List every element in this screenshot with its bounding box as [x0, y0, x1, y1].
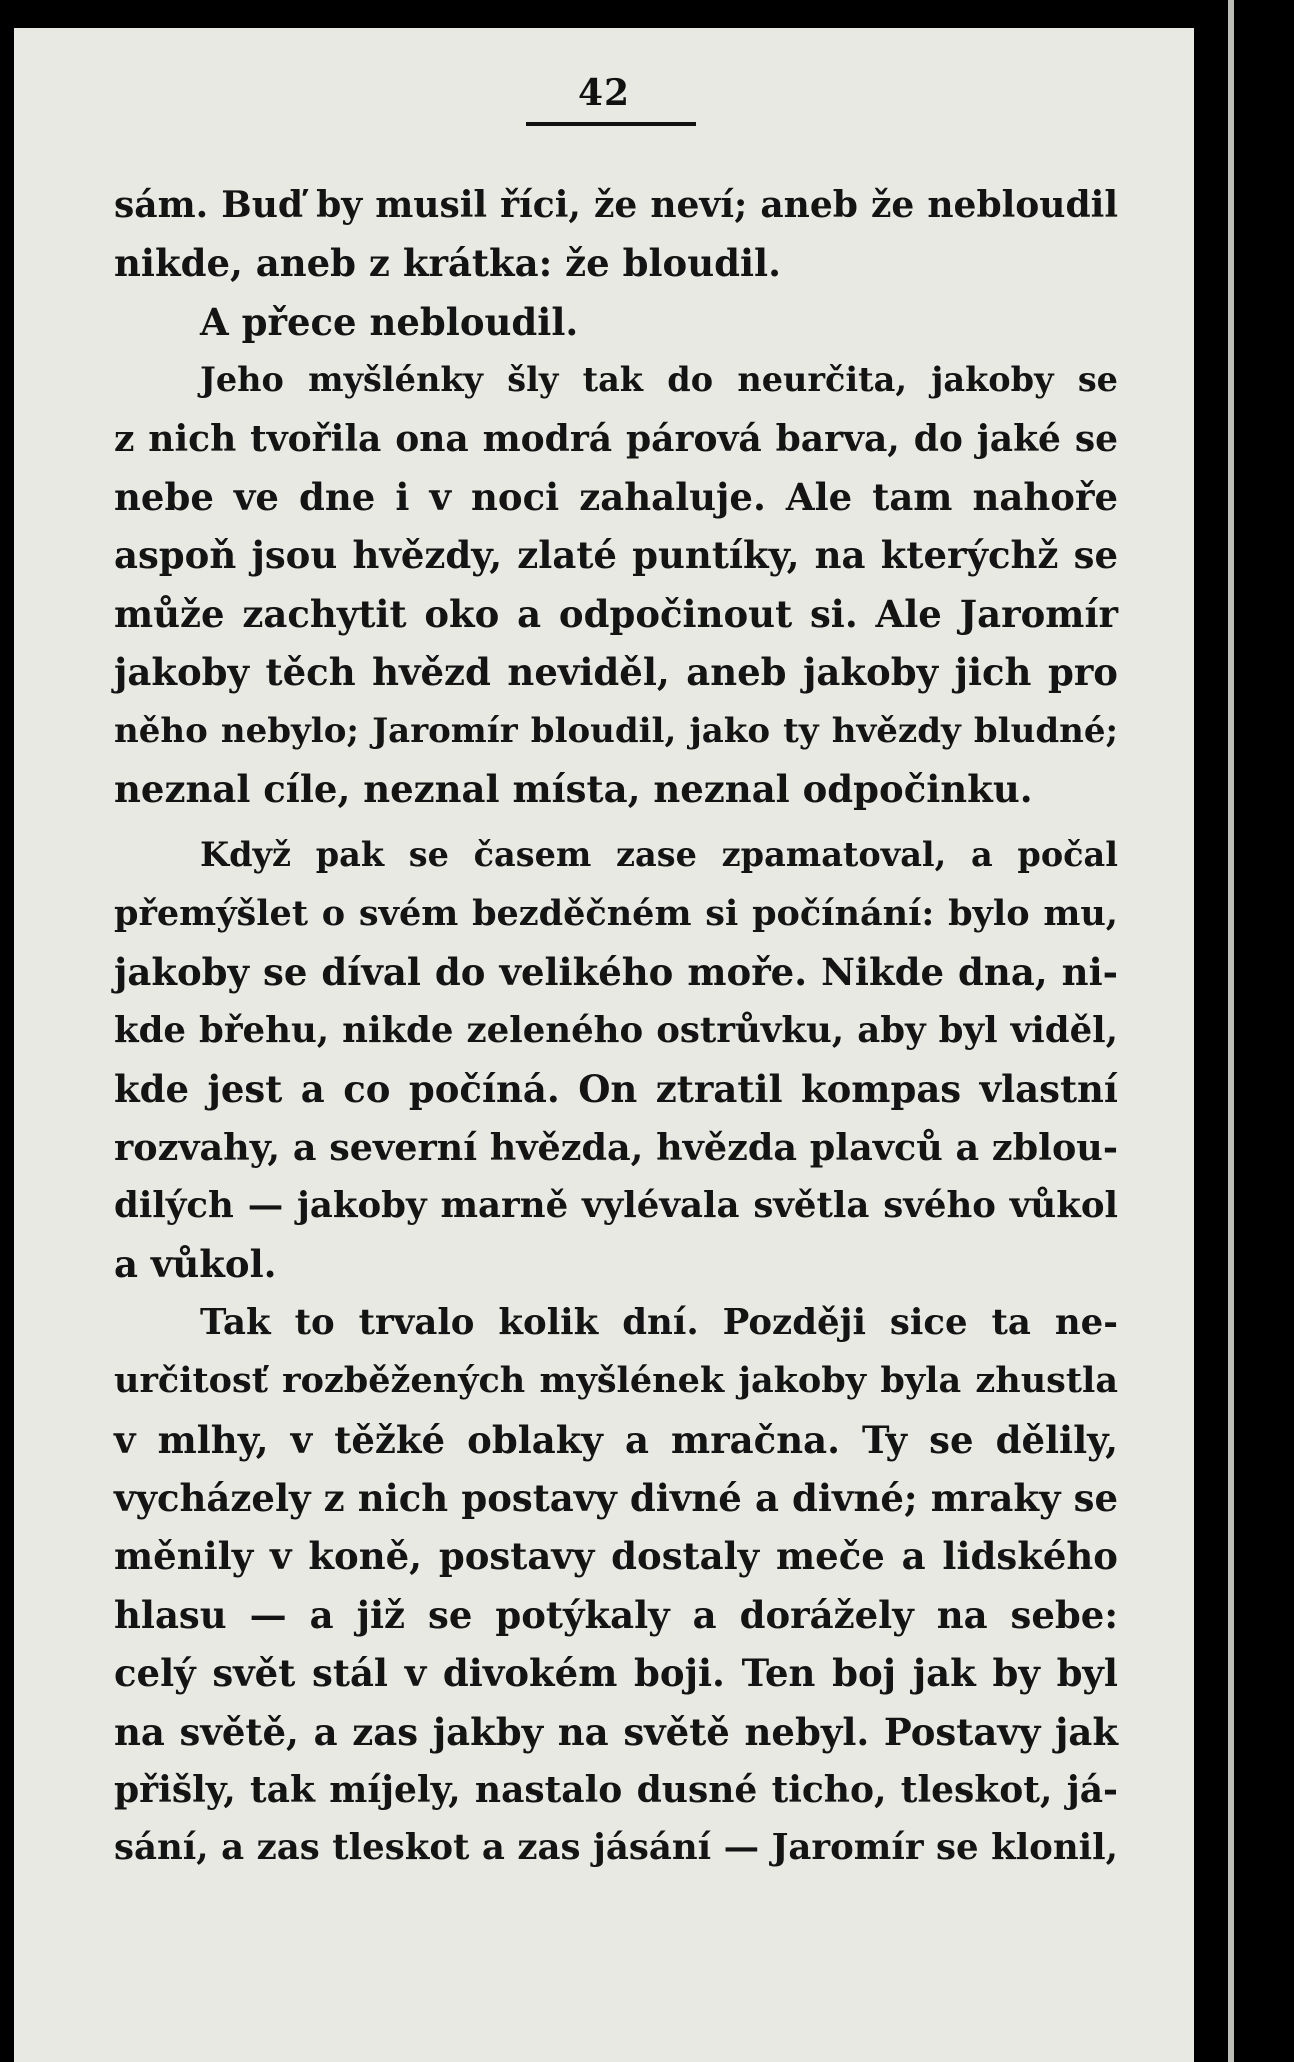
text-line: nikde, aneb z krátka: že bloudil. [114, 241, 781, 286]
text-line: vycházely z nich postavy divné a divné; mraky se [114, 1475, 1118, 1520]
text-line: jakoby se díval do velikého moře. Nikde dna, ni- [114, 950, 1118, 995]
text-line: může zachytit oko a odpočinout si. Ale Jaromír [114, 591, 1118, 636]
text-line: jakoby těch hvězd neviděl, aneb jakoby jich pro [114, 650, 1118, 695]
text-line: Jeho myšlénky šly tak do neurčita, jakoby se [200, 360, 1118, 400]
text-line: z nich tvořila ona modrá párová barva, do jaké se [114, 417, 1118, 460]
text-line: neznal cíle, neznal místa, neznal odpočinku. [114, 767, 1033, 812]
scan-border [1194, 0, 1294, 2062]
text-line: hlasu — a již se potýkaly a dorážely na sebe: [114, 1592, 1118, 1637]
text-line: kde jest a co počíná. On ztratil kompas vlastní [114, 1067, 1118, 1112]
text-line: sám. Buď by musil říci, že neví; aneb že nebloudil [114, 184, 1118, 226]
text-line: nebe ve dne i v noci zahaluje. Ale tam nahoře [114, 475, 1118, 520]
text-line: aspoň jsou hvězdy, zlaté puntíky, na kterýchž se [114, 533, 1118, 578]
text-line: měnily v koně, postavy dostaly meče a lidského [114, 1534, 1118, 1579]
text-line: něho nebylo; Jaromír bloudil, jako ty hvězdy bludné; [114, 710, 1118, 751]
text-line: přemýšlet o svém bezděčném si počínání: bylo mu, [114, 892, 1118, 934]
text-line: celý svět stál v divokém boji. Ten boj jak by byl [114, 1651, 1118, 1696]
text-line: A přece nebloudil. [200, 299, 579, 344]
text-line: určitosť rozběžených myšlének jakoby byla zhustla [114, 1360, 1118, 1402]
scan-edge [1228, 0, 1234, 2062]
text-line: kde břehu, nikde zeleného ostrůvku, aby byl viděl, [114, 1009, 1118, 1051]
page-number: 42 [577, 72, 631, 114]
text-line: Když pak se časem zase zpamatoval, a počal [200, 835, 1118, 875]
text-line: v mlhy, v těžké oblaky a mračna. Ty se dělily, [114, 1417, 1118, 1462]
header-rule [526, 122, 696, 126]
book-page [14, 28, 1194, 2062]
text-line: přišly, tak míjely, nastalo dusné ticho, tleskot, já- [114, 1768, 1118, 1811]
text-line: dilých — jakoby marně vylévala světla svého vůkol [114, 1184, 1118, 1226]
text-line: rozvahy, a severní hvězda, hvězda plavců a zblou- [114, 1125, 1118, 1169]
text-line: a vůkol. [114, 1242, 277, 1287]
text-line: sání, a zas tleskot a zas jásání — Jaromír se klonil, [114, 1827, 1118, 1869]
text-line: na světě, a zas jakby na světě nebyl. Postavy jak [114, 1709, 1118, 1754]
paragraph-gap [114, 818, 1118, 826]
body-text [114, 176, 1118, 1878]
text-line: Tak to trvalo kolik dní. Později sice ta ne- [200, 1301, 1118, 1343]
